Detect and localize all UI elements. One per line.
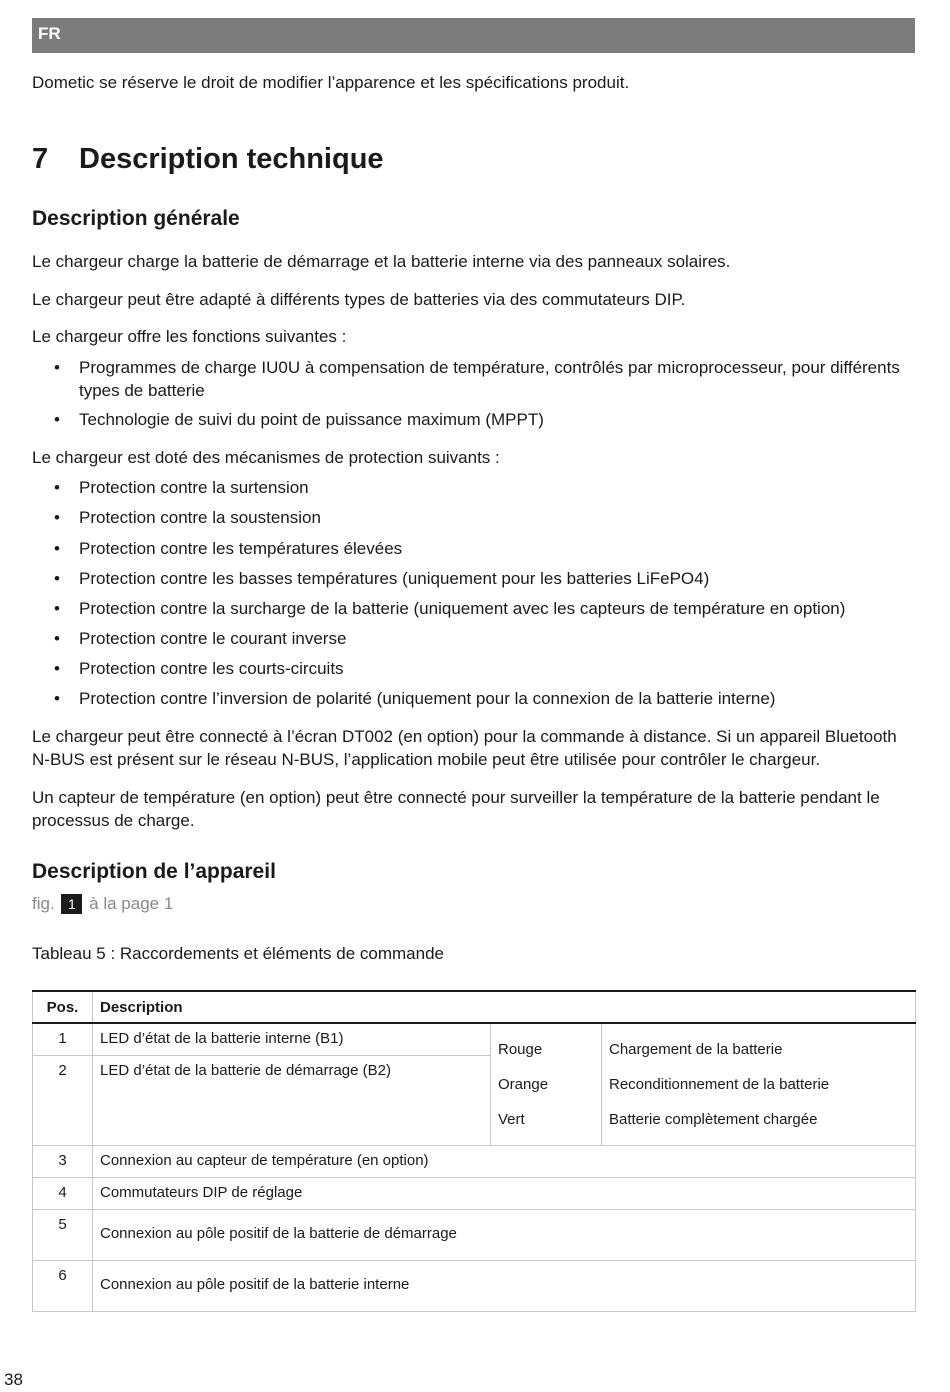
protection-bullet xyxy=(54,657,912,680)
bullet-icon: • xyxy=(54,689,60,708)
general-paragraph-3: Le chargeur offre les fonctions suivantes : xyxy=(32,327,347,346)
section-title xyxy=(32,143,384,176)
page-number: 38 xyxy=(4,1370,23,1389)
general-paragraph-4: Le chargeur est doté des mécanismes de protection suivants : xyxy=(32,448,500,467)
bullet-icon: • xyxy=(54,659,60,678)
header-description: Description xyxy=(93,991,916,1023)
protection-bullet xyxy=(54,597,912,620)
general-paragraph-1: Le chargeur charge la batterie de démarrage et la batterie interne via des panneaux solaires. xyxy=(32,252,731,271)
table-header-row xyxy=(33,991,916,1023)
bullet-icon: • xyxy=(54,410,60,429)
row-description: LED d’état de la batterie de démarrage (B2) xyxy=(93,1055,491,1145)
table-row xyxy=(33,1145,916,1177)
protection-text: Protection contre l’inversion de polarité (uniquement pour la connexion de la batterie interne) xyxy=(79,689,776,708)
section-number: 7 xyxy=(32,143,49,175)
protection-bullet xyxy=(54,506,912,529)
figure-suffix: à la page 1 xyxy=(89,894,174,913)
table-row xyxy=(33,1209,916,1260)
led-meaning: Reconditionnement de la batterie xyxy=(609,1076,830,1093)
figure-prefix: fig. xyxy=(32,894,55,913)
row-description: Connexion au pôle positif de la batterie de démarrage xyxy=(93,1209,916,1260)
row-pos: 3 xyxy=(33,1145,93,1177)
function-text: Programmes de charge IU0U à compensation de température, contrôlés par microprocesseur, pour différents types de batterie xyxy=(79,358,900,400)
row-pos: 5 xyxy=(33,1209,93,1260)
protection-text: Protection contre les températures élevées xyxy=(79,539,403,558)
bullet-icon: • xyxy=(54,508,60,527)
function-bullet xyxy=(54,356,912,402)
function-text: Technologie de suivi du point de puissance maximum (MPPT) xyxy=(79,410,544,429)
table-row xyxy=(33,1023,916,1055)
bullet-icon: • xyxy=(54,569,60,588)
bullet-icon: • xyxy=(54,478,60,497)
figure-number-badge: 1 xyxy=(61,894,82,914)
row-description: Connexion au capteur de température (en option) xyxy=(93,1145,916,1177)
device-heading: Description de l’appareil xyxy=(32,860,276,883)
connections-table xyxy=(32,990,916,1312)
protection-text: Protection contre le courant inverse xyxy=(79,629,347,648)
led-color: Vert xyxy=(498,1111,525,1128)
row-pos: 2 xyxy=(33,1055,93,1145)
table-row xyxy=(33,1177,916,1209)
led-colors-cell xyxy=(491,1023,602,1145)
protection-bullet xyxy=(54,476,912,499)
protection-bullet xyxy=(54,537,912,560)
section-title-text: Description technique xyxy=(79,143,384,175)
row-description: Connexion au pôle positif de la batterie interne xyxy=(93,1260,916,1311)
led-meaning: Batterie complètement chargée xyxy=(609,1111,818,1128)
row-pos: 6 xyxy=(33,1260,93,1311)
protection-text: Protection contre la soustension xyxy=(79,508,321,527)
table-caption: Tableau 5 : Raccordements et éléments de commande xyxy=(32,944,445,963)
protection-bullet xyxy=(54,627,912,650)
led-color: Orange xyxy=(498,1076,549,1093)
protection-bullet xyxy=(54,687,912,710)
led-meanings-cell xyxy=(602,1023,916,1145)
protection-text: Protection contre la surcharge de la batterie (uniquement avec les capteurs de température en option) xyxy=(79,599,846,618)
bullet-icon: • xyxy=(54,629,60,648)
row-description: LED d’état de la batterie interne (B1) xyxy=(93,1023,491,1055)
row-pos: 4 xyxy=(33,1177,93,1209)
intro-text: Dometic se réserve le droit de modifier l’apparence et les spécifications produit. xyxy=(32,73,630,92)
figure-reference[interactable] xyxy=(32,894,173,914)
general-paragraph-2: Le chargeur peut être adapté à différents types de batteries via des commutateurs DIP. xyxy=(32,290,686,309)
general-heading: Description générale xyxy=(32,207,240,230)
protection-bullet xyxy=(54,567,912,590)
language-bar xyxy=(32,18,915,53)
led-meaning: Chargement de la batterie xyxy=(609,1041,783,1058)
language-code: FR xyxy=(38,24,61,43)
general-paragraph-5: Le chargeur peut être connecté à l’écran DT002 (en option) pour la commande à distance. Si un appareil Bluetooth N-BUS est présent sur le réseau N-BUS, l’application mobile peut être utilisée pour contrôler le chargeur. xyxy=(32,727,897,769)
protection-text: Protection contre les basses températures (uniquement pour les batteries LiFePO4) xyxy=(79,569,710,588)
protection-text: Protection contre les courts-circuits xyxy=(79,659,344,678)
led-color: Rouge xyxy=(498,1041,543,1058)
function-bullet xyxy=(54,408,912,431)
row-description: Commutateurs DIP de réglage xyxy=(93,1177,916,1209)
header-pos: Pos. xyxy=(33,991,93,1023)
bullet-icon: • xyxy=(54,539,60,558)
protection-text: Protection contre la surtension xyxy=(79,478,309,497)
bullet-icon: • xyxy=(54,358,60,377)
general-paragraph-6: Un capteur de température (en option) peut être connecté pour surveiller la température de la batterie pendant le processus de charge. xyxy=(32,788,880,830)
table-row xyxy=(33,1260,916,1311)
bullet-icon: • xyxy=(54,599,60,618)
row-pos: 1 xyxy=(33,1023,93,1055)
